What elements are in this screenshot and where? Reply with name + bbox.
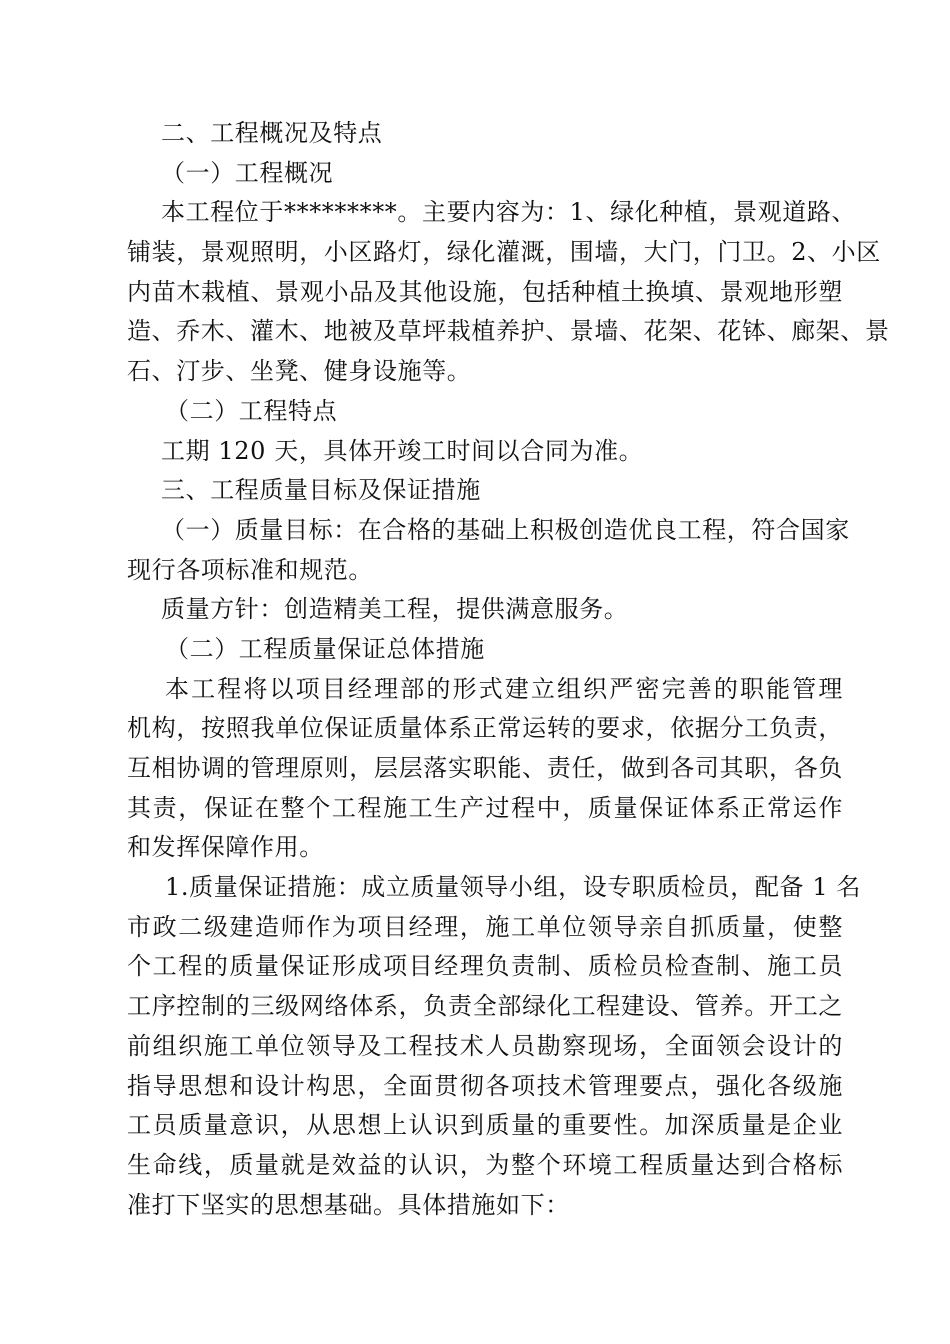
paragraph-line: 本工程将以项目经理部的形式建立组织严密完善的职能管理	[165, 674, 843, 703]
paragraph-line: 生命线，质量就是效益的认识，为整个环境工程质量达到合格标	[127, 1150, 843, 1179]
paragraph-line: 个工程的质量保证形成项目经理负责制、质检员检查制、施工员	[127, 952, 843, 981]
paragraph-line: 其责，保证在整个工程施工生产过程中，质量保证体系正常运作	[127, 793, 843, 822]
document-body	[127, 114, 890, 1225]
section-heading-2: 二、工程概况及特点	[161, 119, 383, 147]
paragraph-line: 内苗木栽植、景观小品及其他设施，包括种植土换填、景观地形塑	[127, 277, 843, 306]
paragraph-line: 和发挥保障作用。	[127, 833, 324, 862]
paragraph-line: 机构，按照我单位保证质量体系正常运转的要求，依据分工负责，	[127, 714, 843, 743]
section-heading-3: 三、工程质量目标及保证措施	[161, 476, 481, 505]
paragraph-line: 互相协调的管理原则，层层落实职能、责任，做到各司其职，各负	[127, 754, 843, 782]
paragraph-line: 指导思想和设计构思，全面贯彻各项技术管理要点，强化各级施	[127, 1071, 843, 1100]
paragraph-line: 铺装，景观照明，小区路灯，绿化灌溉，围墙，大门，门卫。2、小区	[127, 238, 881, 267]
paragraph-line: 造、乔木、灌木、地被及草坪栽植养护、景墙、花架、花钵、廊架、景	[127, 317, 890, 346]
subsection-heading-measures: （二）工程质量保证总体措施	[165, 634, 485, 663]
paragraph-line: 工员质量意识，从思想上认识到质量的重要性。加深质量是企业	[127, 1111, 843, 1140]
subsection-heading-overview: （一）工程概况	[161, 158, 334, 187]
paragraph-line: 石、汀步、坐凳、健身设施等。	[127, 357, 472, 386]
paragraph-line: 1.质量保证措施：成立质量领导小组，设专职质检员，配备 1 名	[165, 873, 862, 902]
paragraph-line: 工期 120 天，具体开竣工时间以合同为准。	[161, 436, 644, 465]
paragraph-line: 本工程位于*********。主要内容为：1、绿化种植，景观道路、	[161, 198, 857, 227]
paragraph-line: 工序控制的三级网络体系，负责全部绿化工程建设、管养。开工之	[127, 992, 843, 1021]
paragraph-line: （一）质量目标：在合格的基础上积极创造优良工程，符合国家	[161, 515, 850, 544]
paragraph-line: 市政二级建造师作为项目经理，施工单位领导亲自抓质量，使整	[127, 912, 843, 941]
subsection-heading-features: （二）工程特点	[165, 396, 338, 425]
paragraph-line: 前组织施工单位领导及工程技术人员勘察现场，全面领会设计的	[127, 1031, 843, 1060]
paragraph-line: 现行各项标准和规范。	[127, 555, 373, 584]
paragraph-line: 准打下坚实的思想基础。具体措施如下：	[127, 1190, 570, 1219]
paragraph-line: 质量方针：创造精美工程，提供满意服务。	[161, 595, 629, 624]
